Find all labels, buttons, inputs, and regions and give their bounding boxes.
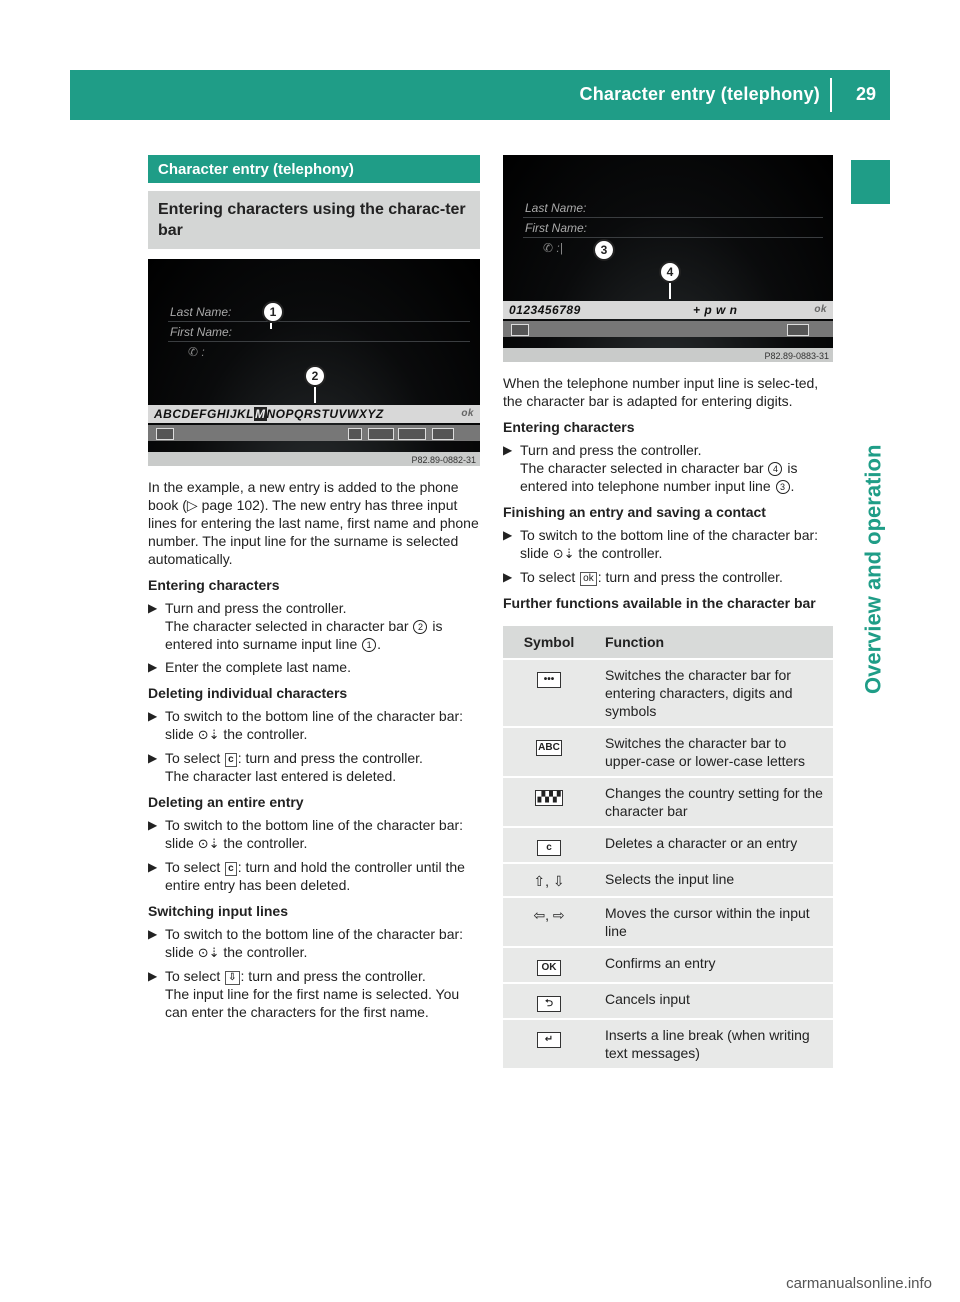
heading-finishing-entry: Finishing an entry and saving a contact [503,504,766,520]
character-bar-icons [148,425,480,441]
first-name-label: First Name: [170,325,233,339]
page-header [70,70,890,120]
character-bar[interactable] [503,301,833,319]
section-title: Character entry (telephony) [148,155,480,183]
step: ▶ Turn and press the controller. The character selected in character bar 4 is entered into telephone number input line 3 . [503,442,798,494]
heading-entering-characters: Entering characters [503,419,635,435]
column-header-function: Function [595,626,833,659]
callout-3: 3 [593,239,615,261]
delete-icon: c [225,753,237,767]
step-arrow-icon: ▶ [148,860,158,874]
controller-slide-icon: ⊙⇣ [552,546,575,561]
heading-switching-lines: Switching input lines [148,903,288,919]
step: ▶ Turn and press the controller. The character selected in character bar 2 is entered into surname input line 1 . [148,600,443,652]
step: ▶ To select c : turn and press the controller. The character last entered is deleted. [148,750,423,784]
char-bar-letters: NOPQRSTUVWXYZ [266,407,384,421]
intro-paragraph: When the telephone number input line is selec-ted, the character bar is adapted for entering digits. [503,375,819,409]
callout-ref-icon: 3 [776,480,790,494]
step: ▶ To select ok : turn and press the controller. [503,569,783,585]
char-bar-letters: ABCDEFGHIJKL [154,407,255,421]
table-row: c Deletes a character or an entry [503,827,833,863]
character-bar[interactable] [148,405,480,423]
figure-code: P82.89-0883-31 [764,351,829,361]
phone-icon: ✆ :| [543,241,563,255]
step-arrow-icon: ▶ [503,528,513,542]
left-right-arrow-icon: ⇦, ⇨ [533,907,565,923]
delete-icon: c [225,862,237,876]
input-line [523,217,823,218]
table-row: ••• Switches the character bar for entering characters, digits and symbols [503,659,833,727]
back-icon: ⮌ [537,996,561,1012]
header-separator [830,78,832,112]
header-title: Character entry (telephony) [579,84,820,104]
table-row: OK Confirms an entry [503,947,833,983]
side-tab [836,214,886,694]
callout-ref-icon: 2 [413,620,427,634]
figure-caption-strip [503,348,833,362]
step: ▶ To switch to the bottom line of the character bar: slide ⊙⇣ the controller. [148,926,464,960]
heading-deleting-entire: Deleting an entire entry [148,794,304,810]
cancel-icon[interactable] [156,428,174,440]
step-arrow-icon: ▶ [148,969,158,983]
step: ▶ To switch to the bottom line of the character bar: slide ⊙⇣ the controller. [148,817,464,851]
step: ▶ Enter the complete last name. [148,659,351,675]
delete-icon[interactable] [787,324,809,336]
right-column [503,155,833,1068]
left-column [148,155,480,1021]
input-line [168,321,470,322]
page-number: 29 [855,84,876,104]
delete-icon[interactable] [432,428,454,440]
controller-slide-icon: ⊙⇣ [197,836,220,851]
last-name-label: Last Name: [525,201,587,215]
char-bar-selected: M [255,407,266,421]
more-symbols-icon: ••• [537,672,561,688]
step-arrow-icon: ▶ [148,709,158,723]
cancel-icon[interactable] [511,324,529,336]
country-icon: ▞▞▞ [535,790,562,806]
table-row: ABC Switches the character bar to upper-case or lower-case letters [503,727,833,777]
callout-4: 4 [659,261,681,283]
side-tab-block [851,160,890,204]
up-down-arrow-icon: ⇧, ⇩ [533,873,565,889]
figure-caption-strip [148,452,480,466]
step: ▶ To select ⇩ : turn and press the controller. The input line for the first name is selected. You can enter the characters for the first name. [148,968,460,1020]
delete-icon: c [537,840,561,856]
side-tab-label: Overview and operation [860,444,885,694]
step-arrow-icon: ▶ [148,660,158,674]
ok-icon: ok [580,572,597,586]
intro-paragraph: In the example, a new entry is added to the phone book (▷ page 102). The new entry has three input lines for entering the last name, first name and phone number. The input line for the surname is selected automatically. [148,479,479,567]
callout-ref-icon: 1 [362,638,376,652]
heading-deleting-individual: Deleting individual characters [148,685,348,701]
input-line [523,237,823,238]
step-arrow-icon: ▶ [503,570,513,584]
step: ▶ To switch to the bottom line of the character bar: slide ⊙⇣ the controller. [148,708,464,742]
ok-button[interactable]: ok [461,408,474,419]
callout-ref-icon: 4 [768,462,782,476]
keyboard-icon[interactable] [348,428,362,440]
line-break-icon: ↵ [537,1032,561,1048]
screenshot-figure-2 [503,155,833,362]
char-bar-extra: + p w n [693,303,738,317]
abc-icon: ABC [536,740,562,756]
watermark: carmanualsonline.info [786,1275,932,1292]
first-name-label: First Name: [525,221,588,235]
input-line [168,341,470,342]
table-row: ▞▞▞ Changes the country setting for the character bar [503,777,833,827]
column-header-symbol: Symbol [503,626,595,659]
ok-button[interactable]: ok [814,304,827,315]
step-arrow-icon: ▶ [148,601,158,615]
table-row: ⇦, ⇨ Moves the cursor within the input line [503,897,833,947]
callout-2: 2 [304,365,326,387]
char-bar-digits: 0123456789 [509,303,581,317]
country-icon[interactable] [398,428,426,440]
step: ▶ To switch to the bottom line of the character bar: slide ⊙⇣ the controller. [503,527,819,561]
ok-icon: OK [537,960,561,976]
controller-slide-icon: ⊙⇣ [197,945,220,960]
character-bar-icons [503,321,833,337]
last-name-label: Last Name: [170,305,232,319]
heading-entering-characters: Entering characters [148,577,280,593]
controller-slide-icon: ⊙⇣ [197,727,220,742]
callout-1: 1 [262,301,284,323]
abc-icon[interactable] [368,428,394,440]
figure-code: P82.89-0882-31 [411,455,476,465]
subsection-title: Entering characters using the charac-ter bar [148,191,480,249]
step: ▶ To select c : turn and hold the controller until the entire entry has been deleted. [148,859,465,893]
phone-icon: ✆ : [188,345,205,359]
table-row: ⇧, ⇩ Selects the input line [503,863,833,897]
step-arrow-icon: ▶ [148,751,158,765]
step-arrow-icon: ▶ [148,927,158,941]
screenshot-figure-1 [148,259,480,466]
table-row: ↵ Inserts a line break (when writing text messages) [503,1019,833,1068]
arrow-down-icon: ⇩ [225,971,239,985]
step-arrow-icon: ▶ [503,443,513,457]
step-arrow-icon: ▶ [148,818,158,832]
heading-further-functions: Further functions available in the character bar [503,595,816,611]
functions-table [503,626,833,1068]
table-row: ⮌ Cancels input [503,983,833,1019]
